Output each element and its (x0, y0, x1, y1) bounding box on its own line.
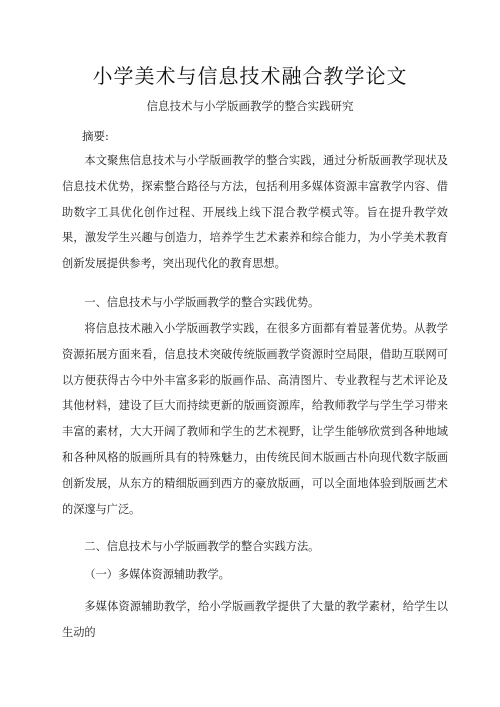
document-title: 小学美术与信息技术融合教学论文 (92, 64, 408, 88)
section-1-heading: 一、信息技术与小学版画教学的整合实践优势。 (84, 296, 320, 309)
abstract-label: 摘要: (82, 129, 109, 143)
section-2-heading: 二、信息技术与小学版画教学的整合实践方法。 (84, 540, 320, 553)
subsection-1-paragraph: 多媒体资源辅助教学，给小学版画教学提供了大量的教学素材，给学生以生动的 (62, 600, 448, 639)
document-subtitle: 信息技术与小学版画教学的整合实践研究 (146, 99, 354, 113)
section-1-paragraph: 将信息技术融入小学版画教学实践，在很多方面都有着显著优势。从教学资源拓展方面来看，信息技术突破传统版画教学资源时空局限，借助互联网可以方便获得古今中外丰富多彩的版画作品、高清图片、专业教程与艺术评论及其他材料，建设了巨大而持续更新的版画资源库，给教师教学与学生学习带来丰富的素材，大大开阔了教师和学生的艺术视野，让学生能够欣赏到各种地域和各种风格的版画所具有的特殊魅力，由传统民间木版画古朴向现代数字版画创新发展，从东方的精细版画到西方的豪放版画，可以全面地体验到版画艺术的深邃与广泛。 (62, 322, 448, 516)
abstract-paragraph: 本文聚焦信息技术与小学版画教学的整合实践，通过分析版画教学现状及信息技术优势，探索整合路径与方法，包括利用多媒体资源丰富教学内容、借助数字工具优化创作过程、开展线上线下混合教学模式等。旨在提升教学效果，激发学生兴趣与创造力，培养学生艺术素养和综合能力，为小学美术教育创新发展提供参考，突出现代化的教育思想。 (62, 154, 448, 271)
subsection-1-heading: （一）多媒体资源辅助教学。 (84, 568, 230, 581)
